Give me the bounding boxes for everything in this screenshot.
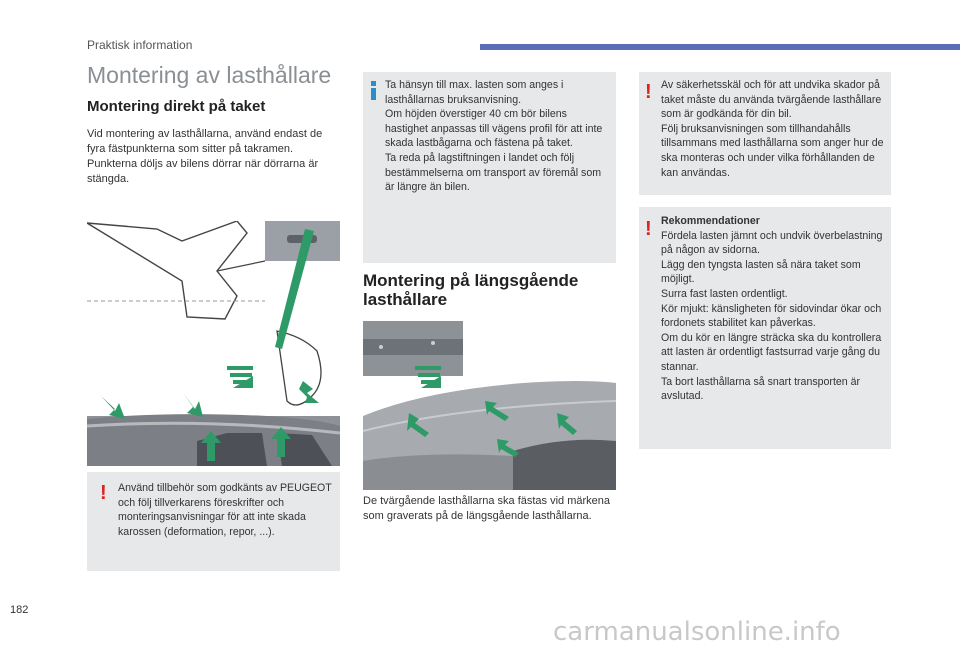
section-heading-longitudinal: Montering på längsgående lasthållare xyxy=(363,271,579,309)
info-load-line: Ta hänsyn till max. lasten som anges i lasthållarnas bruksanvisning. xyxy=(385,79,564,106)
exclamation-icon: ! xyxy=(645,81,652,103)
info-load-text xyxy=(385,78,610,195)
info-box-load xyxy=(363,72,616,263)
roof-mounting-intro: Vid montering av lasthållarna, använd endast de fyra fästpunkterna som sitter på takramen. Punkterna döljs av bilens dörrar när dörrarna är stängda. xyxy=(87,128,323,185)
info-icon xyxy=(371,88,376,100)
info-load-line: Ta reda på lagstiftningen i landet och följ bestämmelserna om transport av föremål som är längre än bilen. xyxy=(385,151,602,194)
warning-box-safety xyxy=(639,72,891,195)
warning-accessories-text: Använd tillbehör som godkänts av PEUGEOT och följ tillverkarens föreskrifter och monteringsanvisningar för att inte skada karossen (deformation, repor, ...). xyxy=(118,482,332,538)
exclamation-icon: ! xyxy=(645,218,652,240)
recommendation-line: Kör mjukt: känsligheten för sidovindar ökar och fordonets stabilitet kan påverkas. xyxy=(661,302,882,330)
recommendations-text xyxy=(661,214,887,404)
section-heading-roof: Montering direkt på taket xyxy=(87,98,266,115)
page-title: Montering av lasthållare xyxy=(87,62,332,88)
watermark: carmanualsonline.info xyxy=(553,617,841,647)
warning-box-recommendations xyxy=(639,207,891,449)
exclamation-icon: ! xyxy=(100,482,107,504)
recommendation-line: Surra fast lasten ordentligt. xyxy=(661,287,788,300)
section-header: Praktisk information xyxy=(87,38,193,52)
longitudinal-caption: De tvärgående lasthållarna ska fästas vid märkena som graverats på de längsgående lasthållarna. xyxy=(363,495,611,522)
longitudinal-rails-illustration xyxy=(363,321,616,490)
recommendation-line: Om du kör en längre sträcka ska du kontrollera att lasten är ordentligt fastsurrad varje gång du stannar. xyxy=(661,331,882,373)
recommendation-line: Ta bort lasthållarna så snart transporten är avslutad. xyxy=(661,375,861,403)
warning-safety-line: Följ bruksanvisningen som tillhandahålls tillsammans med lasthållarna som anger hur de ska monteras och under vilka förhållanden de kan användas. xyxy=(661,122,884,179)
warning-safety-line: Av säkerhetsskäl och för att undvika skador på taket måste du använda tvärgående lasthållare som är godkända för din bil. xyxy=(661,79,882,121)
recommendations-title: Rekommendationer xyxy=(661,215,760,227)
page-number: 182 xyxy=(10,604,29,616)
recommendation-line: Fördela lasten jämnt och undvik överbelastning på någon av sidorna. xyxy=(661,229,883,257)
roof-mount-illustration xyxy=(87,221,340,466)
recommendation-line: Lägg den tyngsta lasten så nära taket som möjligt. xyxy=(661,258,861,286)
warning-box-accessories xyxy=(87,472,340,571)
warning-safety-text xyxy=(661,78,887,180)
info-load-line: Om höjden överstiger 40 cm bör bilens hastighet anpassas till vägens profil för att inte skada lastbågarna och fästena på taket. xyxy=(385,108,603,150)
header-accent-bar xyxy=(480,44,960,50)
